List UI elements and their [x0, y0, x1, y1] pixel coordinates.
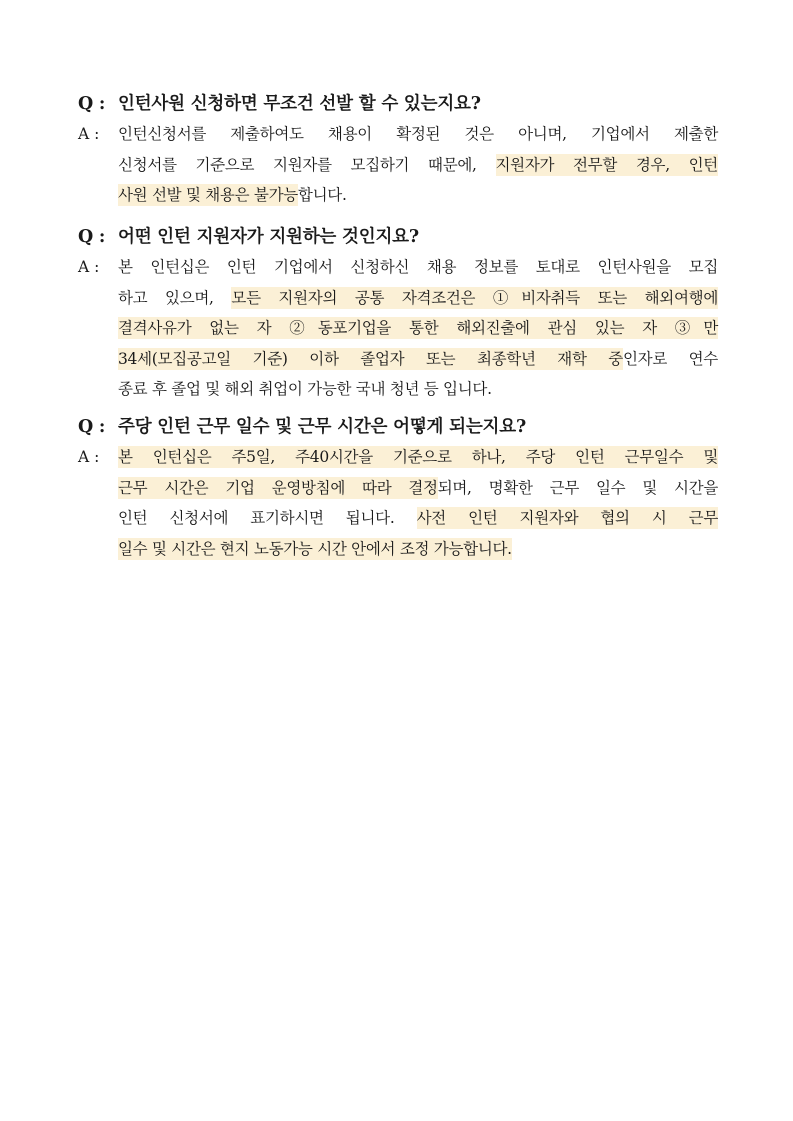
highlighted-text: 근무 시간은 기업 운영방침에 따라 결정 [118, 478, 438, 497]
question [78, 414, 718, 442]
highlighted-text: 사원 선발 및 채용은 불가능 [118, 186, 298, 204]
answer-line [78, 119, 718, 150]
highlighted-text: 34세(모집공고일 기준) 이하 졸업자 또는 최종학년 재학 중 [118, 349, 623, 368]
answer-line [78, 442, 718, 473]
question [78, 91, 718, 119]
answer [78, 442, 718, 564]
answer-marker: A : [78, 448, 100, 466]
question-text: 주당 인턴 근무 일수 및 근무 시간은 어떻게 되는지요? [118, 417, 526, 437]
qa-item [78, 224, 718, 405]
answer [78, 119, 718, 211]
answer-text: 종료 후 졸업 및 해외 취업이 가능한 국내 청년 등 입니다. [118, 380, 492, 398]
answer-text: 인턴 신청서에 표기하시면 됩니다. [118, 509, 417, 527]
highlighted-text: 모든 지원자의 공통 자격조건은 ①비자취득 또는 해외여행에 [231, 288, 718, 307]
answer-text: 본 인턴십은 인턴 기업에서 신청하신 채용 정보를 토대로 인턴사원을 모집 [118, 258, 718, 276]
answer-line [78, 473, 718, 504]
answer-text: 하고 있으며, [118, 288, 232, 307]
answer-marker: A : [78, 125, 100, 143]
answer-line [78, 344, 718, 375]
answer-line [78, 534, 718, 565]
question-text: 인턴사원 신청하면 무조건 선발 할 수 있는지요? [118, 94, 481, 114]
answer-line [78, 180, 718, 211]
answer-text: 인턴신청서를 제출하여도 채용이 확정된 것은 아니며, 기업에서 제출한 [118, 125, 718, 143]
qa-item [78, 91, 718, 211]
answer-line [78, 283, 718, 314]
qa-item [78, 414, 718, 564]
answer-text: 되며, 명확한 근무 일수 및 시간을 [437, 478, 719, 497]
question-marker: Q : [78, 227, 106, 247]
question-marker: Q : [78, 94, 106, 114]
answer-line [78, 374, 718, 405]
answer-line [78, 252, 718, 283]
answer-text: 신청서를 기준으로 지원자를 모집하기 때문에, [118, 155, 496, 174]
answer-text: 합니다. [297, 186, 347, 204]
answer-line [78, 313, 718, 344]
answer-marker: A : [78, 258, 100, 276]
question [78, 224, 718, 252]
highlighted-text: 결격사유가 없는 자 ②동포기업을 통한 해외진출에 관심 있는 자 ③만 [118, 319, 718, 337]
answer-line [78, 150, 718, 181]
highlighted-text: 지원자가 전무할 경우, 인턴 [495, 155, 718, 174]
highlighted-text: 일수 및 시간은 현지 노동가능 시간 안에서 조정 가능합니다. [118, 539, 512, 558]
highlighted-text: 사전 인턴 지원자와 협의 시 근무 [416, 509, 719, 527]
answer-text: 인자로 연수 [622, 349, 718, 368]
answer-line [78, 503, 718, 534]
question-text: 어떤 인턴 지원자가 지원하는 것인지요? [118, 227, 419, 247]
highlighted-text: 본 인턴십은 주5일, 주40시간을 기준으로 하나, 주당 인턴 근무일수 및 [118, 448, 718, 466]
question-marker: Q : [78, 417, 106, 437]
answer [78, 252, 718, 405]
